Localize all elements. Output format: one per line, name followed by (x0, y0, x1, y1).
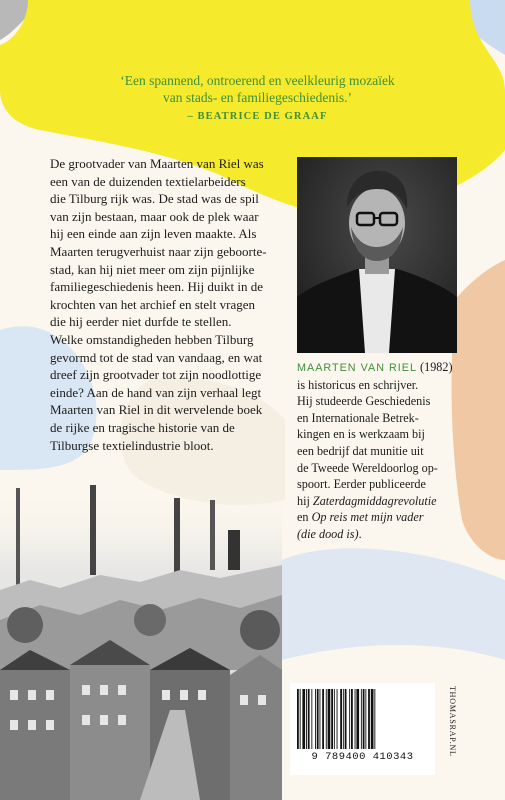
bio-books-line-2 (297, 509, 467, 526)
bio-period: . (358, 526, 362, 541)
description-line: Tilburgse textielindustrie bloot. (50, 437, 214, 453)
author-portrait (297, 157, 457, 353)
description-line: van zijn bestaan, maar ook de plek waar (50, 208, 259, 224)
bio-line: kingen en is werkzaam bij (297, 427, 425, 442)
quote-attribution: – BEATRICE DE GRAAF (187, 111, 328, 122)
isbn-barcode (290, 683, 435, 775)
quote-line-2: van stads- en familiegeschiedenis.’ (163, 90, 352, 105)
bio-books-line-1 (297, 493, 467, 510)
bio-line: de Tweede Wereldoorlog op- (297, 460, 438, 475)
description-line: de rijke en tragische historie van de (50, 419, 235, 435)
endorsement-quote (70, 72, 445, 125)
bio-and: en (297, 510, 312, 525)
book-title-2: Op reis met mijn vader (311, 510, 424, 525)
book-title-1: Zaterdagmiddagrevolutie (312, 493, 437, 508)
author-bio (297, 359, 467, 543)
isbn-number: 9 789400 410343 (311, 751, 414, 763)
barcode-bars (296, 689, 428, 749)
publisher-url[interactable] (446, 686, 458, 776)
description-line: een van de duizenden textielarbeiders (50, 173, 246, 189)
book-description (50, 155, 288, 454)
publisher-url-text[interactable]: THOMASRAP.NL (448, 686, 457, 757)
author-name: MAARTEN VAN RIEL (297, 362, 417, 374)
description-line: krochten van het archief en stelt vragen (50, 296, 256, 312)
description-line: De grootvader van Maarten van Riel was (50, 156, 264, 171)
description-line: hij een einde aan zijn leven maakte. Als (50, 226, 257, 242)
description-line: Maarten van Riel in dit wervelende boek (50, 402, 263, 418)
bio-line: Hij studeerde Geschiedenis (297, 394, 431, 409)
description-line: Welke omstandigheden hebben Tilburg (50, 331, 254, 347)
description-line: Maarten terugverhuist naar zijn geboorte- (50, 243, 267, 259)
description-line: familiegeschiedenis heen. Hij duikt in de (50, 279, 263, 295)
historic-city-photo (0, 470, 282, 800)
description-line: die Tilburg rijk was. De stad was de spil (50, 191, 259, 207)
author-birth-year: (1982) (417, 360, 453, 374)
bio-prefix: hij (297, 493, 313, 508)
description-line: gevormd tot de stad van vandaag, en wat (50, 349, 263, 365)
description-line: einde? Aan de hand van zijn verhaal legt (50, 384, 262, 400)
bio-line: is historicus en schrijver. (297, 377, 419, 392)
quote-line-1: ‘Een spannend, ontroerend en veelkleurig mozaïek (120, 73, 395, 88)
bio-line: en Internationale Betrek- (297, 410, 419, 425)
description-line: dreef zijn grootvader tot zijn noodlottige (50, 367, 262, 383)
description-line: die hij eerder niet durfde te stellen. (50, 314, 232, 330)
author-name-line (297, 359, 467, 377)
bio-books-line-3 (297, 526, 467, 543)
bio-line: een bedrijf dat munitie uit (297, 443, 424, 458)
description-line: stad, kan hij niet meer om zijn pijnlijke (50, 261, 255, 277)
book-title-2-suffix: (die dood is) (297, 526, 359, 541)
bio-line: spoort. Eerder publiceerde (297, 477, 426, 492)
